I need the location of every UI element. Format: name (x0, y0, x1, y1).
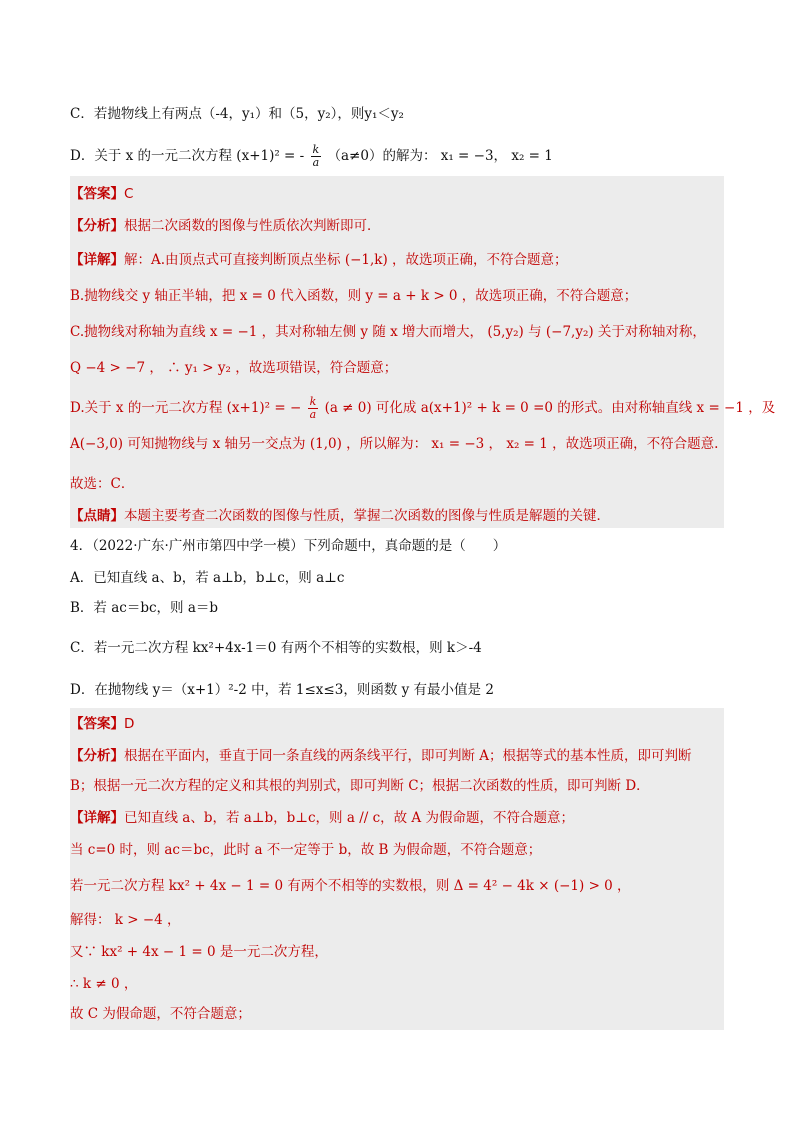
detail-1-a (70, 250, 568, 270)
analysis-tag: 【分析】 (70, 748, 124, 764)
analysis-2-line1 (70, 746, 692, 766)
option-d-line (70, 144, 553, 169)
detail-d1-text-a: D.关于 x 的一元二次方程 (x+1)² = − (70, 400, 302, 416)
question-4: 4．（2022·广东·广州市第四中学一模）下列命题中，真命题的是（ ） (70, 538, 507, 554)
fraction-denominator: a (309, 408, 317, 421)
detail-1-c2: Q −4 > −7 ， ∴ y₁ > y₂ ，故选项错误，符合题意； (70, 360, 398, 376)
detail-text-a: 已知直线 a、b，若 a⊥b，b⊥c，则 a // c，故 A 为假命题，不符合题意； (124, 810, 574, 826)
fraction-numerator: k (309, 395, 317, 408)
detail-2-c1: 若一元二次方程 kx² + 4x − 1 = 0 有两个不相等的实数根，则 Δ = 4² − 4k × (−1) > 0 ， (70, 878, 631, 894)
detail-d1-fraction (308, 396, 319, 421)
analysis-2-line2: B；根据一元二次方程的定义和其根的判别式，即可判断 C；根据二次函数的性质，即可判断 D． (70, 778, 650, 794)
detail-2-c3: 又∵ kx² + 4x − 1 = 0 是一元二次方程， (70, 944, 328, 960)
detail-2-a (70, 808, 574, 828)
point-tag: 【点睛】 (70, 508, 124, 524)
analysis-text-1: 根据在平面内，垂直于同一条直线的两条线平行，即可判断 A；根据等式的基本性质，即可判断 (124, 748, 692, 764)
answer-value: C (124, 186, 134, 202)
fraction-denominator: a (312, 156, 320, 169)
detail-1-c1: C.抛物线对称轴为直线 x = −1 ，其对称轴左侧 y 随 x 增大而增大， (5,y₂) 与 (−7,y₂) 关于对称轴对称， (70, 324, 706, 340)
point-text: 本题主要考查二次函数的图像与性质，掌握二次函数的图像与性质是解题的关键． (124, 508, 610, 524)
answer-tag: 【答案】 (70, 716, 124, 732)
point-1 (70, 506, 610, 526)
detail-1-d1 (70, 396, 775, 421)
detail-tag: 【详解】 (70, 252, 124, 268)
detail-1-d2: A(−3,0) 可知抛物线与 x 轴另一交点为 (1,0) ，所以解为： x₁ = −3 ， x₂ = 1 ，故选项正确，不符合题意. (70, 436, 719, 452)
question-4-option-a: A．已知直线 a、b，若 a⊥b，b⊥c，则 a⊥c (70, 570, 345, 586)
detail-1-select: 故选：C． (70, 476, 135, 492)
detail-d1-text-b: (a ≠ 0) 可化成 a(x+1)² + k = 0 =0 的形式。由对称轴直线 x = −1 ，及 (324, 400, 776, 416)
detail-2-b: 当 c=0 时，则 ac＝bc，此时 a 不一定等于 b，故 B 为假命题，不符合题意； (70, 842, 542, 858)
option-d-text: D．关于 x 的一元二次方程 (x+1)² = - (70, 148, 305, 164)
option-d-fraction (311, 144, 322, 169)
answer-1 (70, 184, 133, 204)
analysis-text: 根据二次函数的图像与性质依次判断即可． (124, 218, 381, 234)
question-4-option-b: B．若 ac＝bc，则 a＝b (70, 600, 219, 616)
detail-2-c4: ∴ k ≠ 0 ， (70, 976, 138, 992)
answer-2 (70, 714, 134, 734)
detail-2-c2: 解得： k > −4 ， (70, 912, 181, 928)
option-c-line: C．若抛物线上有两点（-4，y₁）和（5，y₂），则y₁＜y₂ (70, 106, 404, 122)
detail-1-b: B.抛物线交 y 轴正半轴，把 x = 0 代入函数，则 y = a + k > 0 ，故选项正确，不符合题意； (70, 288, 638, 304)
detail-tag: 【详解】 (70, 810, 124, 826)
answer-value: D (124, 716, 135, 732)
detail-text-a: 解：A.由顶点式可直接判断顶点坐标 (−1,k) ，故选项正确，不符合题意； (124, 252, 568, 268)
question-4-option-d: D．在抛物线 y＝（x+1）²-2 中，若 1≤x≤3，则函数 y 有最小值是 2 (70, 682, 494, 698)
detail-2-c5: 故 C 为假命题，不符合题意； (70, 1006, 251, 1022)
option-d-tail: （a≠0）的解为： x₁ = −3， x₂ = 1 (327, 148, 553, 164)
analysis-1 (70, 216, 381, 236)
answer-tag: 【答案】 (70, 186, 124, 202)
question-4-option-c: C．若一元二次方程 kx²+4x-1＝0 有两个不相等的实数根，则 k＞-4 (70, 640, 482, 656)
analysis-tag: 【分析】 (70, 218, 124, 234)
fraction-numerator: k (312, 143, 320, 156)
